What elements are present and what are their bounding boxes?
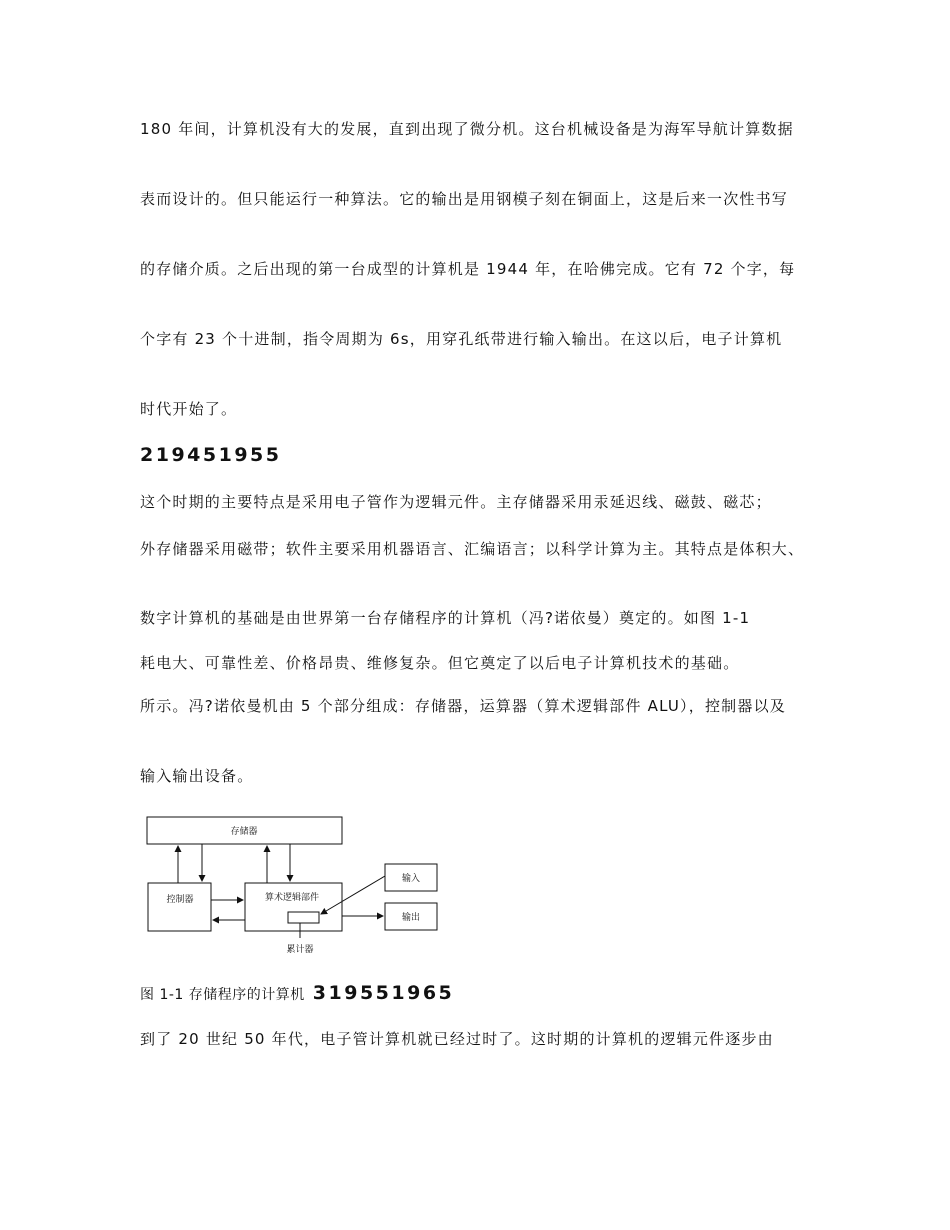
- figure-caption: [140, 982, 454, 1004]
- paragraph: 外存储器采用磁带；软件主要采用机器语言、汇编语言；以科学计算为主。其特点是体积大、: [140, 540, 805, 558]
- section-heading: 319551965: [312, 982, 455, 1004]
- input-label: 输入: [401, 874, 421, 884]
- controller-box: [148, 883, 211, 931]
- paragraph: 这个时期的主要特点是采用电子管作为逻辑元件。主存储器采用汞延迟线、磁鼓、磁芯；: [140, 493, 772, 511]
- paragraph: 个字有 23 个十进制，指令周期为 6s，用穿孔纸带进行输入输出。在这以后，电子计算机: [140, 330, 783, 348]
- caption-text: 图 1-1 存储程序的计算机: [140, 987, 305, 1003]
- paragraph: 数字计算机的基础是由世界第一台存储程序的计算机（冯?诺依曼）奠定的。如图 1-1: [140, 609, 751, 627]
- output-label: 输出: [401, 913, 421, 923]
- paragraph: 耗电大、可靠性差、价格昂贵、维修复杂。但它奠定了以后电子计算机技术的基础。: [140, 654, 740, 672]
- paragraph: 到了 20 世纪 50 年代，电子管计算机就已经过时了。这时期的计算机的逻辑元件逐步由: [140, 1030, 774, 1048]
- von-neumann-diagram: [140, 812, 450, 960]
- paragraph: 180 年间，计算机没有大的发展，直到出现了微分机。这台机械设备是为海军导航计算数据: [140, 120, 794, 138]
- paragraph: 时代开始了。: [140, 400, 238, 418]
- paragraph: 的存储介质。之后出现的第一台成型的计算机是 1944 年，在哈佛完成。它有 72 个字，每: [140, 260, 796, 278]
- section-heading: 219451955: [140, 444, 282, 466]
- paragraph: 所示。冯?诺依曼机由 5 个部分组成：存储器，运算器（算术逻辑部件 ALU），控制器以及: [140, 697, 786, 715]
- paragraph: 表而设计的。但只能运行一种算法。它的输出是用钢模子刻在铜面上，这是后来一次性书写: [140, 190, 789, 208]
- accumulator-box: [288, 912, 319, 923]
- memory-label: 存储器: [230, 827, 258, 837]
- controller-label: 控制器: [166, 895, 194, 905]
- paragraph: 输入输出设备。: [140, 767, 254, 785]
- accumulator-label: 累计器: [286, 945, 314, 955]
- alu-label: 算术逻辑部件: [264, 893, 320, 903]
- alu-box: [245, 883, 342, 931]
